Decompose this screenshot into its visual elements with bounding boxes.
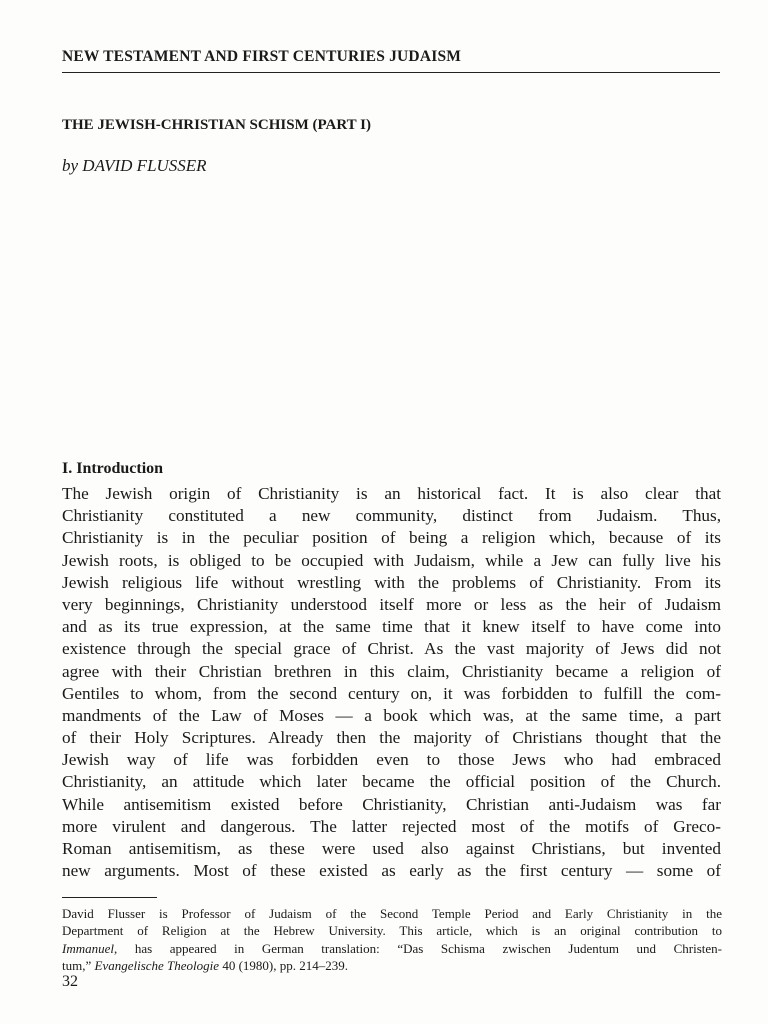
journal-name: Evangelische Theologie <box>94 957 220 973</box>
body-line: Christianity constituted a new community, distinct from Judaism. Thus, <box>62 506 721 526</box>
article-title: THE JEWISH-CHRISTIAN SCHISM (PART I) <box>62 117 371 133</box>
footnote-line: David Flusser is Professor of Judaism of the Second Temple Period and Early Christianity in the <box>62 906 722 921</box>
body-line: new arguments. Most of these existed as early as the first century — some of <box>62 861 721 881</box>
body-line: more virulent and dangerous. The latter rejected most of the motifs of Greco- <box>62 816 721 836</box>
footnote-text: 40 (1980), pp. 214–239. <box>219 957 348 973</box>
body-line: agree with their Christian brethren in this claim, Christianity became a religion of <box>62 661 721 681</box>
footnote-line <box>62 957 722 974</box>
body-line: Roman antisemitism, as these were used also against Christians, but invented <box>62 839 721 858</box>
body-text <box>62 483 721 882</box>
running-head-rule <box>62 72 720 73</box>
running-head: NEW TESTAMENT AND FIRST CENTURIES JUDAISM <box>62 48 462 65</box>
body-line: Christianity, an attitude which later became the official position of the Church. <box>62 772 721 792</box>
body-line: Jewish way of life was forbidden even to those Jews who had embraced <box>62 750 721 770</box>
body-line: mandments of the Law of Moses — a book which was, at the same time, a part <box>62 705 721 725</box>
footnote-line: Department of Religion at the Hebrew University. This article, which is an original contribution to <box>62 923 722 939</box>
footnote-line <box>62 940 722 957</box>
journal-name: Immanuel <box>62 940 114 956</box>
body-line: existence through the special grace of Christ. As the vast majority of Jews did not <box>62 639 721 659</box>
body-line: very beginnings, Christianity understood itself more or less as the heir of Judaism <box>62 594 721 614</box>
body-line: Gentiles to whom, from the second century on, it was forbidden to fulfill the com- <box>62 683 721 703</box>
body-line: Jewish religious life without wrestling with the problems of Christianity. From its <box>62 572 721 592</box>
body-line: Christianity is in the peculiar position of being a religion which, because of its <box>62 528 721 548</box>
body-line: While antisemitism existed before Christianity, Christian anti-Judaism was far <box>62 794 721 814</box>
section-heading: I. Introduction <box>62 460 164 477</box>
page-number: 32 <box>62 973 78 990</box>
footnote-text: tum,” <box>62 957 95 973</box>
footnote-text: , has appeared in German translation: “Das Schisma zwischen Judentum und Christen- <box>114 940 722 956</box>
author-footnote <box>62 905 722 974</box>
footnote-rule <box>62 897 157 898</box>
author-byline: by DAVID FLUSSER <box>62 156 207 175</box>
body-line: Jewish roots, is obliged to be occupied with Judaism, while a Jew can fully live his <box>62 550 721 570</box>
body-line: The Jewish origin of Christianity is an historical fact. It is also clear that <box>62 484 721 503</box>
body-line: of their Holy Scriptures. Already then the majority of Christians thought that the <box>62 728 721 748</box>
body-line: and as its true expression, at the same time that it knew itself to have come into <box>62 617 721 637</box>
